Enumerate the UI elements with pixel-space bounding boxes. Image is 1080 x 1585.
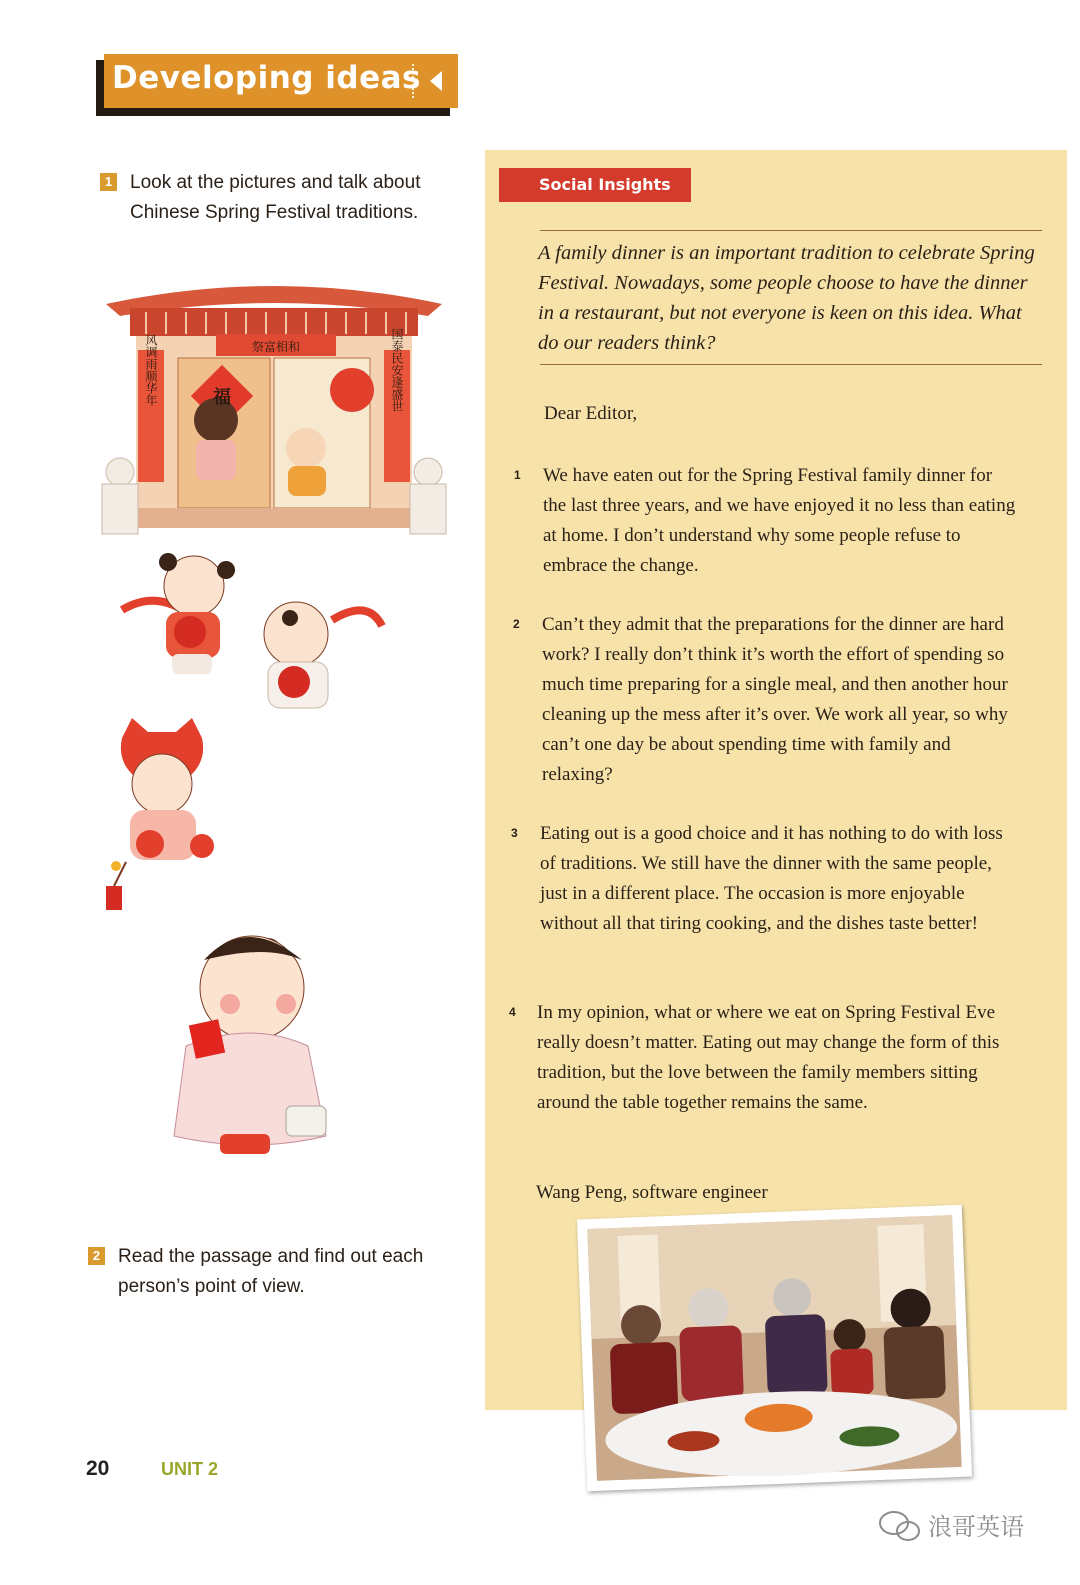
paragraph-number: 4 [509, 1005, 516, 1019]
couplet-left-text: 风调雨顺华年 [144, 334, 158, 406]
paragraph-number: 2 [513, 617, 520, 631]
intro-top-rule [540, 230, 1042, 231]
task-instruction: Read the passage and find out each person’s point of view. [118, 1246, 424, 1297]
dancing-children-illustration [118, 548, 386, 728]
header-separator [412, 64, 414, 98]
unit-label: UNIT 2 [161, 1459, 219, 1479]
gate-plaque-text: 祭富相和 [251, 340, 301, 354]
wechat-logo-icon [878, 1509, 922, 1543]
letter-paragraph-2: Can’t they admit that the preparations for the dinner are hard work? I really don’t think it’s worth the effort of spending so much time preparing for a single meal, and then another hour cleaning up the mess after it’s over. We work all year, so why can’t one day be about spending time with family and relaxing? [542, 614, 1008, 785]
fu-character: 福 [213, 387, 231, 408]
intro-bottom-rule [540, 364, 1042, 365]
festival-gate-illustration [96, 272, 452, 552]
task-number-badge: 1 [100, 173, 117, 191]
watermark-text: 浪哥英语 [928, 1513, 1024, 1541]
red-envelope-girl-illustration [156, 920, 342, 1162]
family-dinner-photo-image [577, 1205, 972, 1492]
paragraph-number: 1 [514, 468, 521, 482]
task-number-badge: 2 [88, 1247, 105, 1265]
arrow-left-icon [430, 71, 442, 91]
page-number: 20 [86, 1457, 110, 1480]
letter-signature: Wang Peng, software engineer [536, 1182, 768, 1203]
letter-paragraph-4: In my opinion, what or where we eat on Spring Festival Eve really doesn’t matter. Eating out may change the form of this tradition, but the love between the family members sitting around the table together remains the same. [537, 1002, 1000, 1113]
letter-paragraph-1: We have eaten out for the Spring Festival family dinner for the last three years, and we have enjoyed it no less than eating at home. I don’t understand why some people refuse to embrace the change. [543, 465, 1016, 576]
section-title: Developing ideas [112, 60, 421, 96]
family-dinner-photo [577, 1205, 972, 1492]
social-insights-tag: Social Insights [499, 168, 691, 202]
task-instruction: Look at the pictures and talk about Chinese Spring Festival traditions. [130, 172, 421, 223]
letter-greeting: Dear Editor, [544, 403, 638, 424]
couplet-right-text: 国泰民安逢盛世 [390, 328, 404, 412]
social-insights-intro: A family dinner is an important tradition to celebrate Spring Festival. Nowadays, some people choose to have the dinner in a restaurant, but not everyone is keen on this idea. What do our readers think? [538, 242, 1035, 354]
watermark [878, 1505, 1048, 1545]
letter-paragraph-3: Eating out is a good choice and it has nothing to do with loss of traditions. We still have the dinner with the same people, just in a different place. The occasion is more enjoyable without all that tiring cooking, and the dishes taste better! [540, 823, 1003, 934]
tiger-hat-child-illustration [84, 714, 254, 924]
section-header [104, 54, 458, 108]
paragraph-number: 3 [511, 826, 518, 840]
